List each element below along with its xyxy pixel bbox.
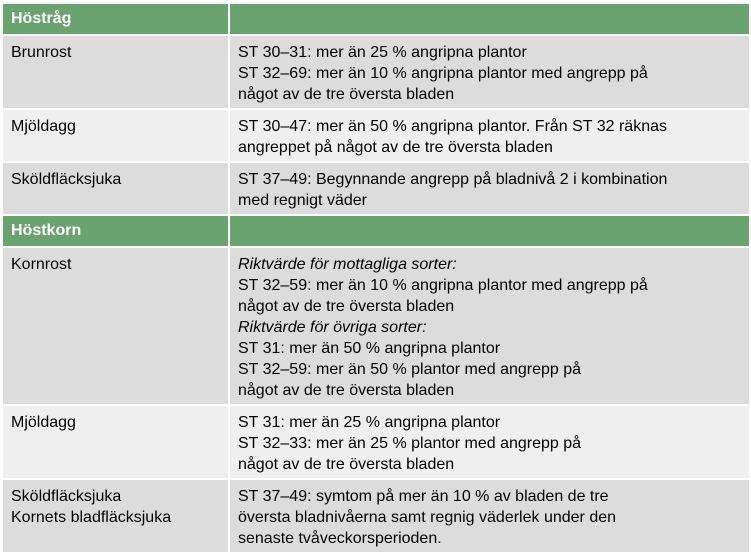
threshold-table — [1, 2, 751, 554]
section-header-row — [2, 3, 750, 35]
disease-name: Kornets bladfläcksjuka — [11, 509, 172, 526]
disease-name: Mjöldagg — [11, 118, 76, 135]
threshold-cell — [229, 162, 750, 215]
section-title: Höstråg — [2, 3, 229, 35]
threshold-cell — [229, 35, 750, 109]
disease-cell — [2, 109, 229, 162]
threshold-line: ST 37–49: symtom på mer än 10 % av bladen de tre — [238, 488, 609, 505]
threshold-line: angreppet på något av de tre översta bladen — [238, 139, 553, 156]
threshold-cell — [229, 247, 750, 405]
guideline-heading: Riktvärde för mottagliga sorter: — [238, 256, 457, 273]
threshold-line: något av de tre översta bladen — [238, 382, 455, 399]
section-header-empty-cell — [229, 3, 750, 35]
disease-cell — [2, 405, 229, 479]
threshold-line: ST 31: mer än 25 % angripna plantor — [238, 414, 501, 431]
table-row — [2, 405, 750, 479]
disease-name: Sköldfläcksjuka — [11, 488, 122, 505]
table-row — [2, 162, 750, 215]
disease-cell — [2, 162, 229, 215]
threshold-cell — [229, 405, 750, 479]
guideline-heading: Riktvärde för övriga sorter: — [238, 319, 427, 336]
threshold-cell — [229, 479, 750, 553]
threshold-line: ST 32–33: mer än 25 % plantor med angrepp på — [238, 435, 582, 452]
section-header-row — [2, 215, 750, 247]
table-row — [2, 479, 750, 553]
threshold-line: ST 31: mer än 50 % angripna plantor — [238, 340, 501, 357]
threshold-line: med regnigt väder — [238, 192, 367, 209]
section-header-empty-cell — [229, 215, 750, 247]
disease-cell — [2, 247, 229, 405]
threshold-line: något av de tre översta bladen — [238, 298, 455, 315]
threshold-line: ST 32–59: mer än 10 % angripna plantor med angrepp på — [238, 277, 648, 294]
disease-name: Kornrost — [11, 256, 72, 273]
disease-cell — [2, 479, 229, 553]
threshold-table-body — [2, 3, 750, 553]
disease-name: Sköldfläcksjuka — [11, 171, 122, 188]
threshold-line: senaste tvåveckorsperioden. — [238, 530, 442, 547]
table-row — [2, 35, 750, 109]
disease-name: Mjöldagg — [11, 414, 76, 431]
threshold-line: något av de tre översta bladen — [238, 86, 455, 103]
threshold-line: ST 32–69: mer än 10 % angripna plantor med angrepp på — [238, 65, 648, 82]
threshold-line: ST 32–59: mer än 50 % plantor med angrepp på — [238, 361, 582, 378]
table-row — [2, 109, 750, 162]
threshold-line: något av de tre översta bladen — [238, 456, 455, 473]
threshold-line: ST 30–47: mer än 50 % angripna plantor. Från ST 32 räknas — [238, 118, 667, 135]
threshold-line: ST 30–31: mer än 25 % angripna plantor — [238, 44, 527, 61]
threshold-line: översta bladnivåerna samt regnig väderlek under den — [238, 509, 617, 526]
section-title: Höstkorn — [2, 215, 229, 247]
threshold-line: ST 37–49: Begynnande angrepp på bladnivå 2 i kombination — [238, 171, 668, 188]
threshold-cell — [229, 109, 750, 162]
disease-cell — [2, 35, 229, 109]
table-row — [2, 247, 750, 405]
disease-name: Brunrost — [11, 44, 72, 61]
